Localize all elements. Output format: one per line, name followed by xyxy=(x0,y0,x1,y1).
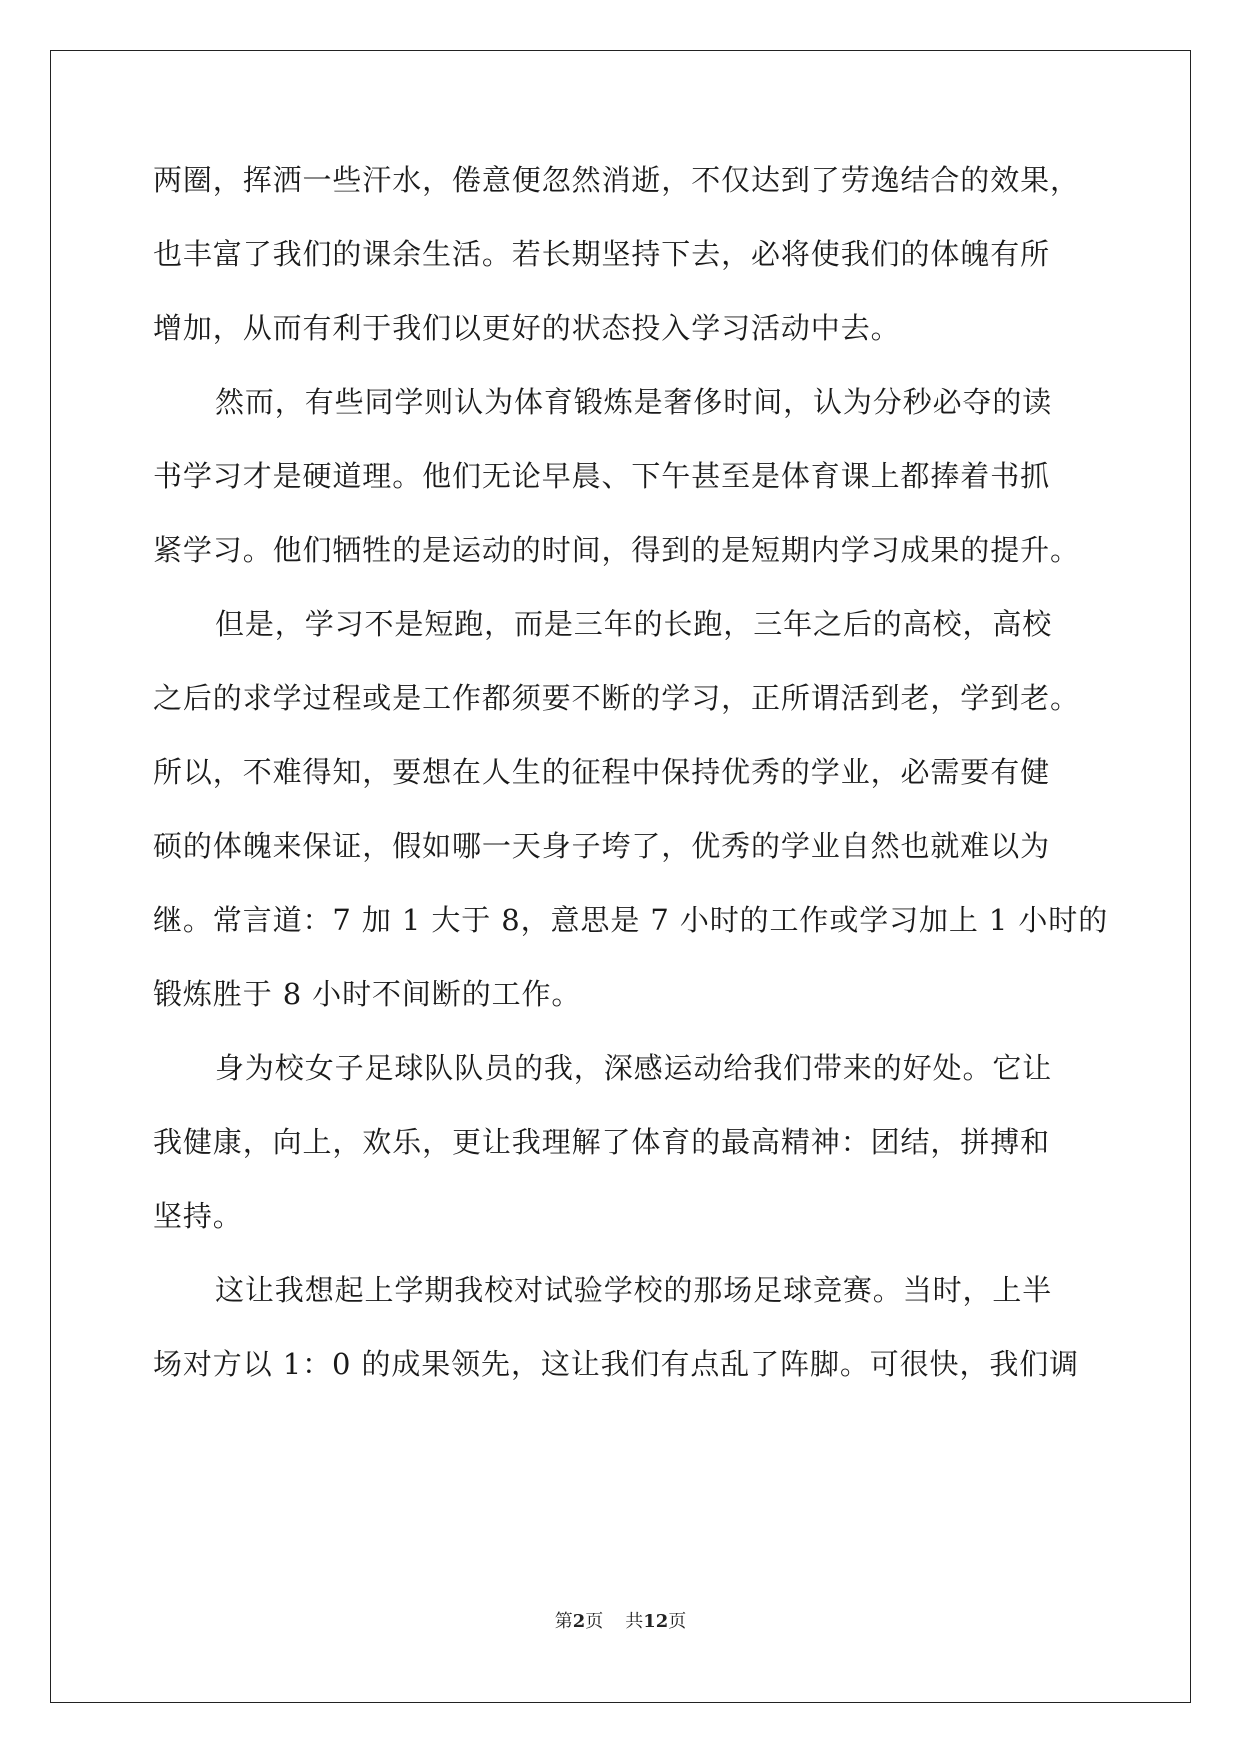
page-border xyxy=(50,50,1191,1703)
page-suffix: 页 xyxy=(585,1611,604,1632)
text-line: 之后的求学过程或是工作都须要不断的学习，正所谓活到老，学到老。 xyxy=(153,681,1080,715)
text-line: 所以，不难得知，要想在人生的征程中保持优秀的学业，必需要有健 xyxy=(153,755,1051,789)
current-page-number: 2 xyxy=(572,1611,586,1632)
text-line: 继。常言道：7 加 1 大于 8，意思是 7 小时的工作或学习加上 1 小时的 xyxy=(153,903,1109,937)
text-line: 坚持。 xyxy=(153,1199,243,1233)
page-footer xyxy=(0,1610,1241,1634)
total-prefix: 共 xyxy=(625,1611,644,1632)
paragraph-start: 但是，学习不是短跑，而是三年的长跑，三年之后的高校，高校 xyxy=(215,607,1053,641)
page-prefix: 第 xyxy=(554,1611,573,1632)
paragraph-start: 然而，有些同学则认为体育锻炼是奢侈时间，认为分秒必夺的读 xyxy=(215,385,1053,419)
text-line: 紧学习。他们牺牲的是运动的时间，得到的是短期内学习成果的提升。 xyxy=(153,533,1080,567)
total-page-number: 12 xyxy=(643,1611,669,1632)
text-line: 增加，从而有利于我们以更好的状态投入学习活动中去。 xyxy=(153,311,901,345)
paragraph-start: 身为校女子足球队队员的我，深感运动给我们带来的好处。它让 xyxy=(215,1051,1053,1085)
text-line: 场对方以 1：0 的成果领先，这让我们有点乱了阵脚。可很快，我们调 xyxy=(153,1347,1080,1381)
total-suffix: 页 xyxy=(668,1611,687,1632)
text-line: 硕的体魄来保证，假如哪一天身子垮了，优秀的学业自然也就难以为 xyxy=(153,829,1051,863)
text-line: 我健康，向上，欢乐，更让我理解了体育的最高精神：团结，拼搏和 xyxy=(153,1125,1051,1159)
text-line: 锻炼胜于 8 小时不间断的工作。 xyxy=(153,977,582,1011)
text-line: 也丰富了我们的课余生活。若长期坚持下去，必将使我们的体魄有所 xyxy=(153,237,1051,271)
paragraph-start: 这让我想起上学期我校对试验学校的那场足球竞赛。当时，上半 xyxy=(215,1273,1053,1307)
text-line: 两圈，挥洒一些汗水，倦意便忽然消逝，不仅达到了劳逸结合的效果， xyxy=(153,163,1080,197)
text-line: 书学习才是硬道理。他们无论早晨、下午甚至是体育课上都捧着书抓 xyxy=(153,459,1051,493)
